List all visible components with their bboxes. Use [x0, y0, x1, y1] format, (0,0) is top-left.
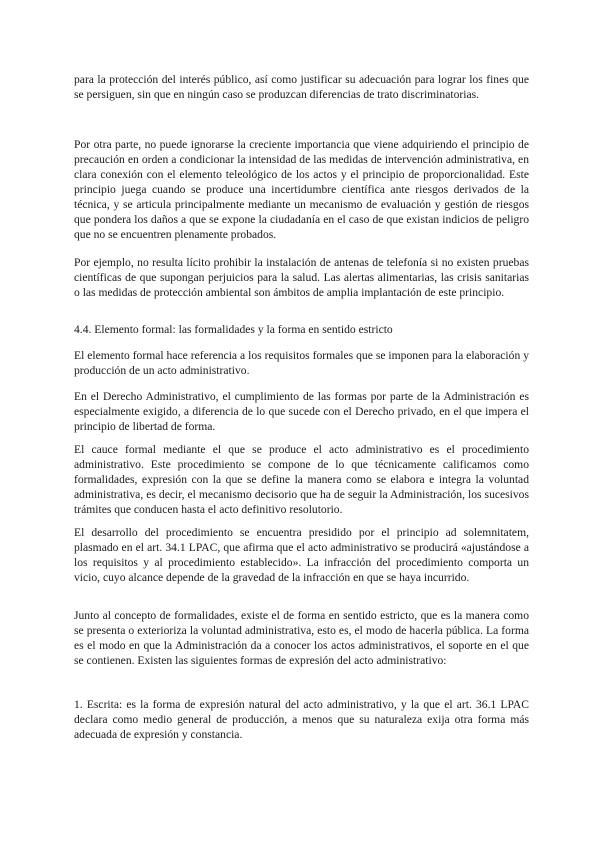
paragraph-antenna-example: Por ejemplo, no resulta lícito prohibir la instalación de antenas de telefonía si no existen pruebas científicas de que supongan perjuicios para la salud. Las alertas alimentarias, las crisis sanitarias o las medidas de protección ambiental son ámbitos de amplia implantación de este principio.: [74, 256, 529, 299]
paragraph-formal-element-definition: El elemento formal hace referencia a los requisitos formales que se imponen para la elaboración y producción de un acto administrativo.: [74, 349, 529, 377]
section-heading-formal-element: 4.4. Elemento formal: las formalidades y la forma en sentido estricto: [74, 323, 393, 336]
paragraph-administrative-procedure: El cauce formal mediante el que se produce el acto administrativo es el procedimiento administrativo. Este procedimiento se compone de lo que técnicamente calificamos como formalidades, expresión con la que se define la manera como se elabora e integra la voluntad administrativa, es decir, el mecanismo decisorio que ha de seguir la Administración, los sucesivos trámites que conducen hasta el acto definitivo resolutorio.: [74, 443, 529, 516]
paragraph-administrative-law-forms: En el Derecho Administrativo, el cumplimiento de las formas por parte de la Administración es especialmente exigido, a diferencia de lo que sucede con el Derecho privado, en el que impera el principio de libertad de forma.: [74, 390, 529, 433]
paragraph-strict-form: Junto al concepto de formalidades, existe el de forma en sentido estricto, que es la manera como se presenta o exterioriza la voluntad administrativa, esto es, el modo de hacerla pública. La forma es el modo en que la Administración da a conocer los actos administrativos, el soporte en el que se contienen. Existen las siguientes formas de expresión del acto administrativo:: [74, 609, 529, 667]
paragraph-written-form: 1. Escrita: es la forma de expresión natural del acto administrativo, y la que el art. 36.1 LPAC declara como medio general de producción, a menos que su naturaleza exija otra forma más adecuada de expresión y constancia.: [74, 698, 529, 741]
paragraph-public-interest: para la protección del interés público, así como justificar su adecuación para lograr los fines que se persiguen, sin que en ningún caso se produzcan diferencias de trato discriminatorias.: [74, 73, 529, 101]
paragraph-ad-solemnitatem: El desarrollo del procedimiento se encuentra presidido por el principio ad solemnitatem, plasmado en el art. 34.1 LPAC, que afirma que el acto administrativo se producirá «ajustándose a los requisitos y al procedimiento establecido». La infracción del procedimiento comporta un vicio, cuyo alcance depende de la gravedad de la infracción en que se haya incurrido.: [74, 526, 529, 584]
paragraph-precaution-principle: Por otra parte, no puede ignorarse la creciente importancia que viene adquiriendo el principio de precaución en orden a condicionar la intensidad de las medidas de intervención administrativa, en clara conexión con el elemento teleológico de los actos y el principio de proporcionalidad. Este principio juega cuando se produce una incertidumbre científica ante riesgos derivados de la técnica, y se articula principalmente mediante un mecanismo de evaluación y gestión de riesgos que pondera los daños a que se expone la ciudadanía en el caso de que existan indicios de peligro que no se encuentren plenamente probados.: [74, 138, 529, 241]
